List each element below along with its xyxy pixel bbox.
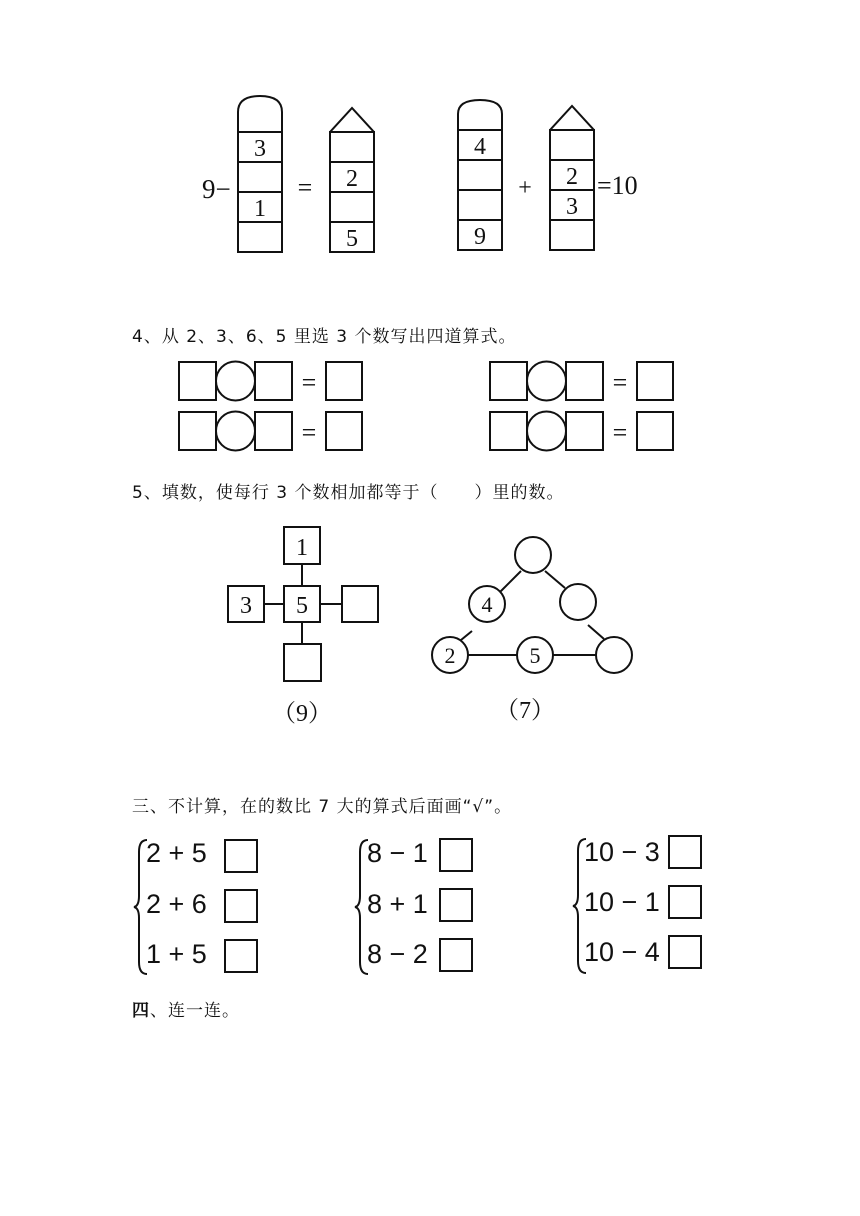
tri-bottom-mid: 5: [529, 643, 541, 668]
g2-check-box-2[interactable]: [439, 888, 473, 922]
section4-heading-text: 、连一连。: [150, 1001, 240, 1021]
q4-equals-2: =: [301, 418, 317, 447]
cross-center: 5: [296, 593, 308, 619]
g3-item-2: 10 − 1: [584, 887, 660, 917]
q4-equals-1: =: [301, 368, 317, 397]
g2-item-1: 8 − 1: [367, 838, 428, 868]
g3-item-3: 10 − 4: [584, 937, 660, 967]
q4-equals-3: =: [612, 368, 628, 397]
section4-heading: [132, 996, 240, 1021]
g2-check-box-3[interactable]: [439, 938, 473, 972]
cross-left: 3: [240, 593, 252, 619]
section3-heading: 三、不计算，在的数比 7 大的算式后面画“√”。: [132, 797, 513, 817]
eq1-equals: =: [297, 173, 313, 202]
q4-heading: 4、从 2、3、6、5 里选 3 个数写出四道算式。: [132, 327, 517, 347]
g1-item-2: 2 + 6: [146, 889, 207, 919]
q4-equals-4: =: [612, 418, 628, 447]
tower-d-cell-3: 3: [566, 194, 578, 220]
eq2-suffix: =10: [597, 171, 638, 200]
cross-top: 1: [296, 535, 308, 561]
g1-check-box-2[interactable]: [224, 889, 258, 923]
tower-b-cell-4: 5: [346, 226, 358, 252]
q5-heading: 5、填数，使每行 3 个数相加都等于（ ）里的数。: [132, 483, 565, 503]
triangle-caption: （7）: [495, 698, 555, 724]
g3-check-box-1[interactable]: [668, 835, 702, 869]
tri-top-circle: [515, 537, 551, 573]
tower-a-cell-1: 3: [254, 136, 266, 162]
g1-check-box-1[interactable]: [224, 839, 258, 873]
tower-b-cell-2: 2: [346, 166, 358, 192]
g2-check-box-1[interactable]: [439, 838, 473, 872]
q4-row-2-left: [179, 412, 362, 451]
g2-item-2: 8 + 1: [367, 889, 428, 919]
tower-equations: [0, 0, 860, 290]
q5-figures: [0, 515, 860, 740]
q4-row-1-left: [179, 362, 362, 401]
tri-bottom-right-circle: [596, 637, 632, 673]
tower-a-cell-3: 1: [254, 196, 266, 222]
cross-bottom-box: [284, 644, 321, 681]
tower-c-cell-4: 9: [474, 224, 486, 250]
tower-a: [238, 96, 282, 252]
g1-item-3: 1 + 5: [146, 939, 207, 969]
tri-bottom-left: 2: [444, 643, 456, 668]
eq2-plus: +: [518, 175, 532, 201]
cross-right-box: [342, 586, 378, 622]
cross-caption: （9）: [272, 701, 332, 727]
section4-heading-number: 四: [132, 1001, 150, 1021]
tower-c-cell-1: 4: [474, 134, 486, 160]
g1-check-box-3[interactable]: [224, 939, 258, 973]
g1-item-1: 2 + 5: [146, 838, 207, 868]
tri-mid-left: 4: [481, 592, 493, 617]
q4-row-1-right: [490, 362, 673, 401]
q4-row-2-right: [490, 412, 673, 451]
tower-d-cell-2: 2: [566, 164, 578, 190]
g3-check-box-3[interactable]: [668, 935, 702, 969]
g2-item-3: 8 − 2: [367, 939, 428, 969]
g3-item-1: 10 − 3: [584, 837, 660, 867]
q4-equation-grid: [0, 350, 860, 460]
g3-check-box-2[interactable]: [668, 885, 702, 919]
tri-mid-right-circle: [560, 584, 596, 620]
eq1-prefix: 9−: [202, 174, 231, 204]
